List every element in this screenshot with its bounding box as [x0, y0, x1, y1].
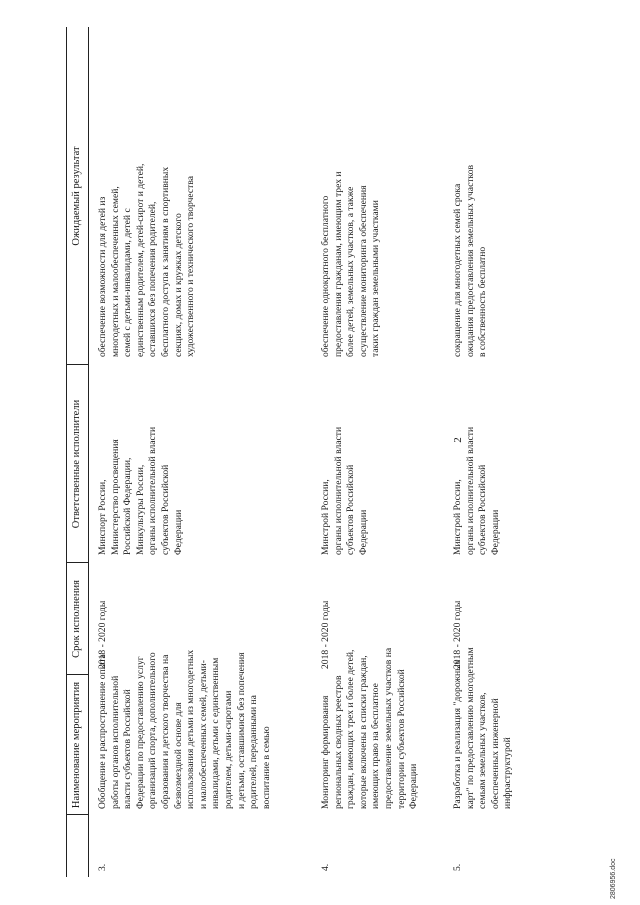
- header-term: Срок исполнения: [71, 580, 82, 658]
- document-code: 2806956.doc: [610, 858, 617, 899]
- row-name: Мониторинг формирования региональных сводных реестров граждан, имеющих трех и более детей, которые включены в списки граждан, имеющих право на бесплатное предоставление земельных участков на территории субъектов Российской Федерации: [320, 647, 420, 809]
- header-responsible: Ответственные исполнители: [71, 399, 82, 529]
- row-name: Обобщение и распространение опыта работы органов исполнительной власти субъектов Российской Федерации по предоставлению услуг организаций спорта, дополнительного образования и детского творчества на безвозмездной основе для использования детьми из многодетных и малообеспеченных семей, детьми- инвалидами, детьми с единственным родителем, детьми-сиротами и детьми, оставшимися без попечения родителей, переданными на воспитание в семью: [97, 649, 272, 809]
- row-result: обеспечение возможности для детей из многодетных и малообеспеченных семей, семей с детьми-инвалидами, детей с единственным родителем, детей-сирот и детей, оставшихся без попечения родителей, бесплатного доступа к занятиям в спортивных секциях, домах и кружках детского художественного и технического творчества: [97, 163, 197, 357]
- row-responsible: Минстрой России, органы исполнительной власти субъектов Российской Федерации: [452, 426, 501, 555]
- row-term: 2018 - 2020 годы: [320, 600, 331, 669]
- row-number: 5.: [452, 863, 463, 871]
- row-responsible: Минстрой России, органы исполнительной власти субъектов Российской Федерации: [320, 426, 369, 555]
- page-number: 2: [452, 437, 464, 443]
- table-top-border: [66, 27, 67, 877]
- row-number: 4.: [320, 863, 331, 871]
- row-number: 3.: [97, 863, 108, 871]
- row-responsible: Минспорт России, Министерство просвещения Российской Федерации, Минкультуры России, органы исполнительной власти субъектов Российской Федерации: [97, 426, 184, 555]
- row-result: обеспечение однократного бесплатного предоставления гражданам, имеющим трех и более детей, земельных участков, а также осуществление мониторинга обеспечения таких граждан земельными участками: [320, 171, 382, 357]
- row-term: 2018 - 2020 годы: [97, 600, 108, 669]
- row-name: Разработка и реализация "дорожных карт" по предоставлению многодетным семьям земельных участков, обеспеченных инженерной инфраструктурой: [452, 647, 514, 809]
- row-result: сокращение для многодетных семей срока ожидания предоставления земельных участков в собственность бесплатно: [452, 164, 489, 357]
- header-name: Наименование мероприятия: [71, 681, 82, 809]
- header-bottom-border: [88, 27, 89, 877]
- row-term: 2018 - 2020 годы: [452, 600, 463, 669]
- header-result: Ожидаемый результат: [71, 146, 82, 246]
